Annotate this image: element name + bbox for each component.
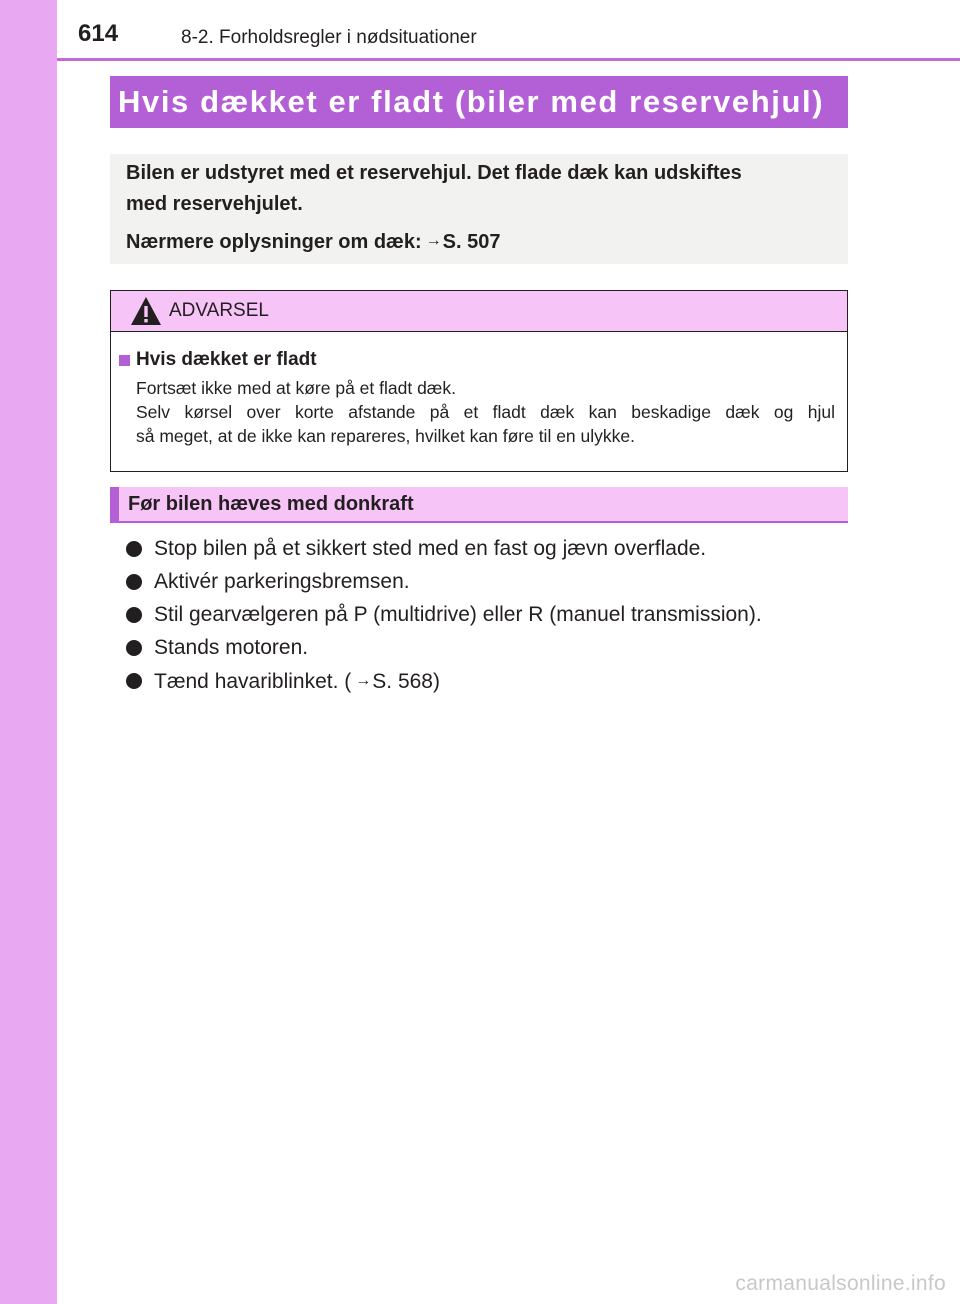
page-title: Hvis dækket er fladt (biler med reservehjul)	[118, 84, 825, 119]
subheading-bar	[110, 487, 848, 523]
subheading: Før bilen hæves med donkraft	[128, 492, 414, 515]
warning-line-3: så meget, at de ikke kan repareres, hvilket kan føre til en ulykke.	[136, 426, 635, 446]
step-text-prefix: Tænd havariblinket. (	[154, 670, 352, 693]
bullet-icon	[126, 607, 142, 623]
bullet-icon	[126, 673, 142, 689]
intro-box	[110, 154, 848, 264]
list-item	[126, 598, 762, 631]
warning-body	[111, 332, 847, 448]
warning-triangle-icon	[129, 295, 163, 327]
bullet-icon	[126, 640, 142, 656]
list-item	[126, 631, 762, 664]
arrow-right-icon: →	[355, 672, 372, 689]
list-item	[126, 664, 762, 698]
warning-text	[136, 376, 835, 448]
bullet-icon	[126, 574, 142, 590]
bullet-icon	[126, 541, 142, 557]
warning-header	[111, 291, 847, 332]
intro-reference-label: Nærmere oplysninger om dæk:	[126, 231, 422, 253]
step-text	[154, 664, 440, 698]
page-title-bar	[110, 76, 848, 128]
list-item	[126, 565, 762, 598]
square-bullet-icon	[119, 355, 130, 366]
intro-reference	[126, 225, 834, 258]
step-reference-link[interactable]: S. 568)	[372, 670, 440, 693]
header-divider	[57, 58, 960, 61]
list-item	[126, 532, 762, 565]
step-text: Stil gearvælgeren på P (multidrive) eller R (manuel transmission).	[154, 603, 762, 626]
warning-line-2: Selv kørsel over korte afstande på et fladt dæk kan beskadige dæk og hjul	[136, 402, 835, 422]
side-strip	[0, 0, 57, 1304]
warning-box	[110, 290, 848, 472]
intro-line-1: Bilen er udstyret med et reservehjul. Det flade dæk kan udskiftes	[126, 162, 742, 184]
steps-list	[126, 532, 762, 698]
watermark: carmanualsonline.info	[735, 1272, 946, 1295]
warning-line-1: Fortsæt ikke med at køre på et fladt dæk.	[136, 378, 456, 398]
step-text: Stands motoren.	[154, 636, 309, 659]
section-title: 8-2. Forholdsregler i nødsituationer	[181, 27, 477, 48]
warning-label: ADVARSEL	[169, 300, 269, 321]
arrow-right-icon: →	[425, 232, 442, 249]
intro-line-2: med reservehjulet.	[126, 193, 303, 215]
intro-reference-link[interactable]: S. 507	[442, 231, 501, 253]
step-text: Stop bilen på et sikkert sted med en fast og jævn overflade.	[154, 537, 707, 560]
warning-heading	[119, 348, 835, 372]
page-number: 614	[78, 20, 119, 47]
step-text: Aktivér parkeringsbremsen.	[154, 570, 410, 593]
warning-heading-text: Hvis dækket er fladt	[136, 349, 317, 370]
